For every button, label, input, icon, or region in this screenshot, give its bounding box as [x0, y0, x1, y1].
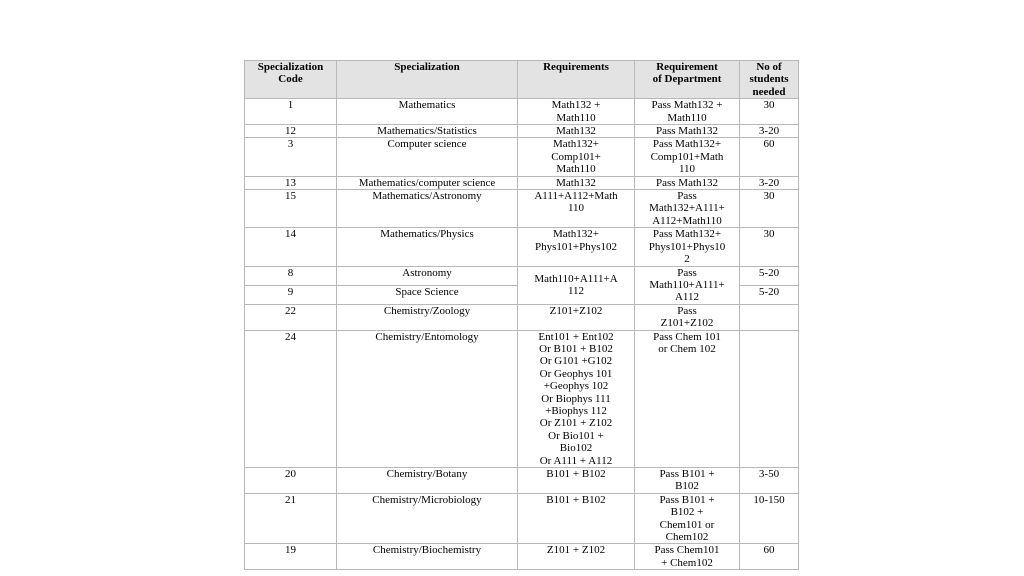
- specialization-table-container: [244, 60, 799, 570]
- cell-specialization: Astronomy: [337, 266, 518, 285]
- cell-students-needed: 5-20: [740, 285, 799, 304]
- header-specialization-code: Specialization Code: [245, 61, 337, 99]
- cell-code: 20: [245, 468, 337, 494]
- cell-code: 22: [245, 304, 337, 330]
- cell-specialization: Chemistry/Zoology: [337, 304, 518, 330]
- cell-code: 1: [245, 99, 337, 125]
- cell-code: 15: [245, 190, 337, 228]
- table-row: [245, 99, 799, 125]
- cell-code: 19: [245, 544, 337, 570]
- table-row: [245, 228, 799, 266]
- cell-students-needed: 30: [740, 228, 799, 266]
- cell-code: 24: [245, 330, 337, 467]
- cell-specialization: Chemistry/Entomology: [337, 330, 518, 467]
- cell-department-requirement-merged: Pass Math110+A111+ A112: [635, 266, 740, 304]
- table-row: [245, 468, 799, 494]
- cell-students-needed: 10-150: [740, 493, 799, 544]
- table-row: [245, 125, 799, 138]
- cell-specialization: Chemistry/Botany: [337, 468, 518, 494]
- cell-department-requirement: Pass Math132+ Phys101+Phys10 2: [635, 228, 740, 266]
- cell-specialization: Mathematics: [337, 99, 518, 125]
- table-row: [245, 330, 799, 467]
- header-requirement-of-department: Requirement of Department: [635, 61, 740, 99]
- table-row: [245, 190, 799, 228]
- cell-specialization: Mathematics/Statistics: [337, 125, 518, 138]
- cell-specialization: Mathematics/Astronomy: [337, 190, 518, 228]
- table-header-row: [245, 61, 799, 99]
- cell-code: 8: [245, 266, 337, 285]
- table-row: [245, 304, 799, 330]
- cell-department-requirement: Pass B101 + B102: [635, 468, 740, 494]
- cell-students-needed: [740, 304, 799, 330]
- table-row: [245, 493, 799, 544]
- cell-code: 14: [245, 228, 337, 266]
- cell-requirements: Math132: [518, 125, 635, 138]
- cell-requirements-merged: Math110+A111+A 112: [518, 266, 635, 304]
- cell-requirements: Z101 + Z102: [518, 544, 635, 570]
- table-row: [245, 266, 799, 285]
- header-requirements: Requirements: [518, 61, 635, 99]
- cell-code: 13: [245, 176, 337, 189]
- cell-students-needed: 5-20: [740, 266, 799, 285]
- header-specialization: Specialization: [337, 61, 518, 99]
- cell-specialization: Mathematics/computer science: [337, 176, 518, 189]
- table-row: [245, 138, 799, 176]
- cell-code: 12: [245, 125, 337, 138]
- cell-specialization: Mathematics/Physics: [337, 228, 518, 266]
- cell-students-needed: 3-20: [740, 125, 799, 138]
- cell-requirements: Math132 + Math110: [518, 99, 635, 125]
- specialization-table: [244, 60, 799, 570]
- cell-department-requirement: Pass B101 + B102 + Chem101 or Chem102: [635, 493, 740, 544]
- cell-requirements: B101 + B102: [518, 493, 635, 544]
- cell-department-requirement: Pass Math132+ Comp101+Math 110: [635, 138, 740, 176]
- cell-specialization: Chemistry/Biochemistry: [337, 544, 518, 570]
- cell-department-requirement: Pass Chem 101 or Chem 102: [635, 330, 740, 467]
- cell-specialization: Chemistry/Microbiology: [337, 493, 518, 544]
- cell-requirements: Ent101 + Ent102 Or B101 + B102 Or G101 +G102 Or Geophys 101 +Geophys 102 Or Biophys 111 +Biophys 112 Or Z101 + Z102 Or Bio101 + Bio102 Or A111 + A112: [518, 330, 635, 467]
- cell-students-needed: [740, 330, 799, 467]
- cell-requirements: A111+A112+Math 110: [518, 190, 635, 228]
- cell-requirements: Math132: [518, 176, 635, 189]
- cell-department-requirement: Pass Math132 + Math110: [635, 99, 740, 125]
- cell-students-needed: 30: [740, 190, 799, 228]
- cell-students-needed: 30: [740, 99, 799, 125]
- cell-students-needed: 60: [740, 544, 799, 570]
- cell-requirements: Z101+Z102: [518, 304, 635, 330]
- cell-students-needed: 60: [740, 138, 799, 176]
- cell-requirements: Math132+ Comp101+ Math110: [518, 138, 635, 176]
- cell-students-needed: 3-50: [740, 468, 799, 494]
- cell-code: 21: [245, 493, 337, 544]
- cell-department-requirement: Pass Math132: [635, 176, 740, 189]
- cell-specialization: Space Science: [337, 285, 518, 304]
- cell-code: 3: [245, 138, 337, 176]
- cell-specialization: Computer science: [337, 138, 518, 176]
- cell-department-requirement: Pass Math132+A111+ A112+Math110: [635, 190, 740, 228]
- table-row: [245, 176, 799, 189]
- header-students-needed: No of students needed: [740, 61, 799, 99]
- cell-department-requirement: Pass Z101+Z102: [635, 304, 740, 330]
- cell-requirements: Math132+ Phys101+Phys102: [518, 228, 635, 266]
- cell-code: 9: [245, 285, 337, 304]
- cell-requirements: B101 + B102: [518, 468, 635, 494]
- cell-department-requirement: Pass Chem101 + Chem102: [635, 544, 740, 570]
- cell-department-requirement: Pass Math132: [635, 125, 740, 138]
- cell-students-needed: 3-20: [740, 176, 799, 189]
- table-row: [245, 544, 799, 570]
